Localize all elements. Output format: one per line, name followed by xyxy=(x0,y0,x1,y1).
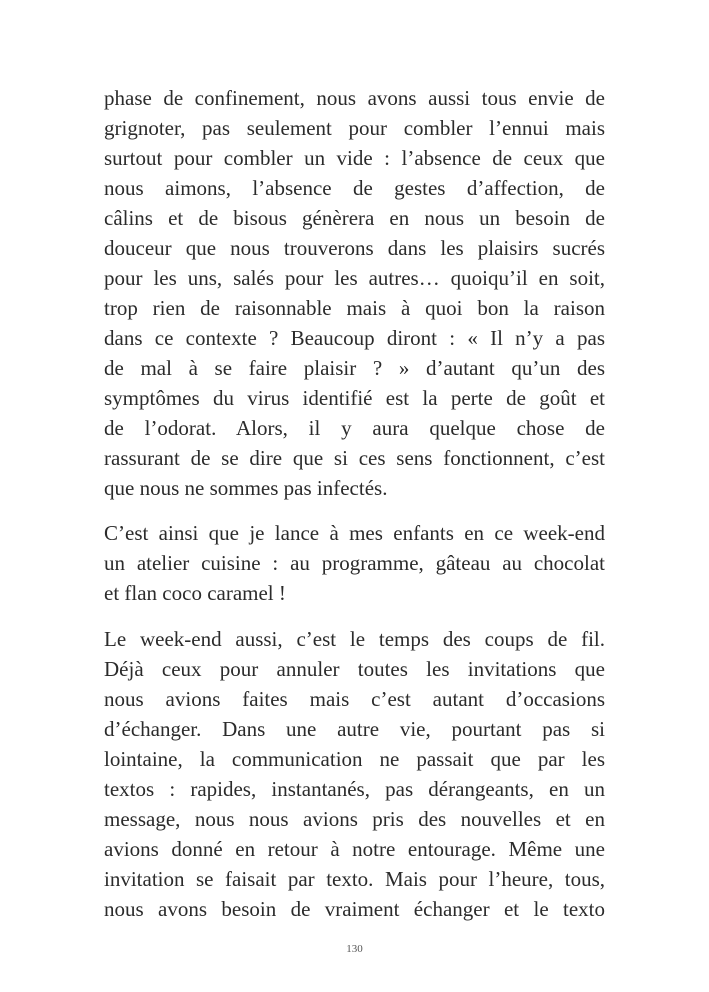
text-line: douceur que nous trouverons dans les plaisirs sucrés xyxy=(104,236,605,260)
text-line: pour les uns, salés pour les autres… quoiqu’il en soit, xyxy=(104,266,605,290)
text-line: avions donné en retour à notre entourage. Même une xyxy=(104,837,605,861)
text-line: de mal à se faire plaisir ? » d’autant qu’un des xyxy=(104,356,605,380)
text-line: nous avons besoin de vraiment échanger et le texto xyxy=(104,897,605,921)
page-number: 130 xyxy=(346,943,363,955)
text-line: symptômes du virus identifié est la perte de goût et xyxy=(104,386,605,410)
text-line: message, nous nous avions pris des nouvelles et en xyxy=(104,807,605,831)
text-line: dans ce contexte ? Beaucoup diront : « Il n’y a pas xyxy=(104,326,605,350)
text-line: de l’odorat. Alors, il y aura quelque chose de xyxy=(104,416,605,440)
text-line: d’échanger. Dans une autre vie, pourtant pas si xyxy=(104,717,605,741)
text-line: invitation se faisait par texto. Mais pour l’heure, tous, xyxy=(104,867,605,891)
text-line: nous aimons, l’absence de gestes d’affection, de xyxy=(104,176,605,200)
text-line: et flan coco caramel ! xyxy=(104,581,286,605)
paragraph-1 xyxy=(104,83,605,503)
text-line: que nous ne sommes pas infectés. xyxy=(104,476,388,500)
text-line: câlins et de bisous génèrera en nous un besoin de xyxy=(104,206,605,230)
text-line: rassurant de se dire que si ces sens fonctionnent, c’est xyxy=(104,446,605,470)
text-line: C’est ainsi que je lance à mes enfants en ce week-end xyxy=(104,521,605,545)
text-line: textos : rapides, instantanés, pas dérangeants, en un xyxy=(104,777,605,801)
paragraph-2 xyxy=(104,518,605,608)
text-line: Déjà ceux pour annuler toutes les invitations que xyxy=(104,657,605,681)
text-line: grignoter, pas seulement pour combler l’ennui mais xyxy=(104,116,605,140)
text-line: Le week-end aussi, c’est le temps des coups de fil. xyxy=(104,627,605,651)
text-line: trop rien de raisonnable mais à quoi bon la raison xyxy=(104,296,605,320)
text-line: surtout pour combler un vide : l’absence de ceux que xyxy=(104,146,605,170)
text-line: lointaine, la communication ne passait que par les xyxy=(104,747,605,771)
text-line: phase de confinement, nous avons aussi tous envie de xyxy=(104,86,605,110)
text-line: un atelier cuisine : au programme, gâteau au chocolat xyxy=(104,551,605,575)
paragraph-3 xyxy=(104,624,605,924)
text-line: nous avions faites mais c’est autant d’occasions xyxy=(104,687,605,711)
